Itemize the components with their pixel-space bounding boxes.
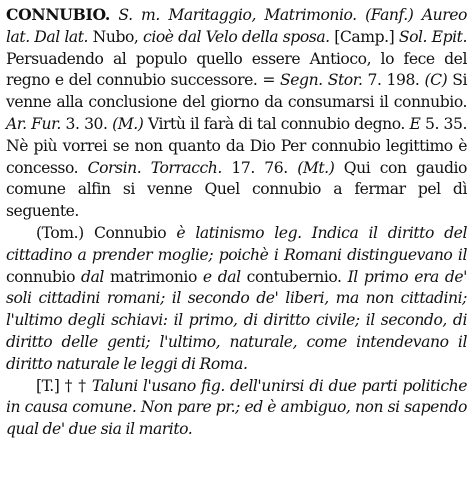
citation-ref: 3. 30. — [60, 114, 113, 133]
etymology-note: cioè dal Velo della sposa. — [143, 27, 330, 46]
term: matrimonio — [103, 267, 203, 286]
example-text: 5. 35. Nè più vorrei se non quanto da Dio Per connubio legittimo è concesso. — [6, 114, 467, 177]
citation-ref: 7. 198. — [362, 71, 425, 90]
citation-author: Ar. Fur. — [6, 114, 61, 133]
note-text: e dal — [202, 267, 241, 286]
term: contubernio. — [240, 267, 348, 286]
dictionary-entry-connubio — [6, 4, 467, 441]
grammar-and-gloss: S. m. Maritaggio, Matrimonio. (Fanf.) Aureo lat. Dal lat. — [6, 6, 467, 46]
example-text: Persuadendo al populo quello essere Antioco, lo fece del regno e del connubio successore. = — [6, 49, 467, 90]
source-tag: [T.] † † — [36, 376, 92, 395]
note-text: Taluni l'usano fig. dell'unirsi di due parti politiche in causa comune. Non pare pr.; ed è ambiguo, non si sapendo qual de' due sia il marito. — [6, 376, 467, 439]
headword: CONNUBIO. — [6, 5, 110, 24]
etymon-word: Nubo, — [92, 27, 144, 46]
example-text: Qui con gaudio comune alfin si venne Quel connubio a fermar pel dì seguente. — [6, 158, 467, 221]
example-text: Virtù il farà di tal connubio degno. — [143, 114, 410, 133]
citation-author: E — [409, 114, 421, 133]
citation-ref: 17. 76. — [221, 158, 298, 177]
note-text: è latinismo leg. Indica il diritto del cittadino a prender moglie; poichè i Romani distinguevano il — [6, 223, 467, 264]
citation-author: Segn. Stor. — [280, 71, 363, 90]
example-text: Si venne alla conclusione del giorno da consumarsi il connubio. — [6, 71, 468, 112]
source-tag: [Camp.] — [329, 27, 399, 46]
citation-author: Corsin. Torracch. — [87, 158, 222, 177]
note-text: Il primo era de' soli cittadini romani; il secondo de' liberi, ma non cittadini; l'ultimo degli schiavi: il primo, di diritto civile; il secondo, di diritto delle genti; l'ultimo, naturale, come intendevano il diritto naturale le leggi di Roma. — [6, 267, 468, 373]
entry-paragraph-tommaseo-note — [6, 223, 467, 376]
term: Connubio — [83, 223, 177, 242]
entry-paragraph-definition — [6, 4, 467, 223]
citation-author: Sol. Epit. — [398, 27, 467, 46]
source-tag: (C) — [424, 71, 448, 90]
source-tag: (Mt.) — [297, 158, 335, 177]
note-text: dal — [81, 267, 104, 286]
entry-paragraph-figurative-note — [6, 376, 467, 441]
source-tag: (M.) — [112, 114, 144, 133]
source-tag: (Tom.) — [36, 223, 84, 242]
term: connubio — [6, 267, 82, 286]
